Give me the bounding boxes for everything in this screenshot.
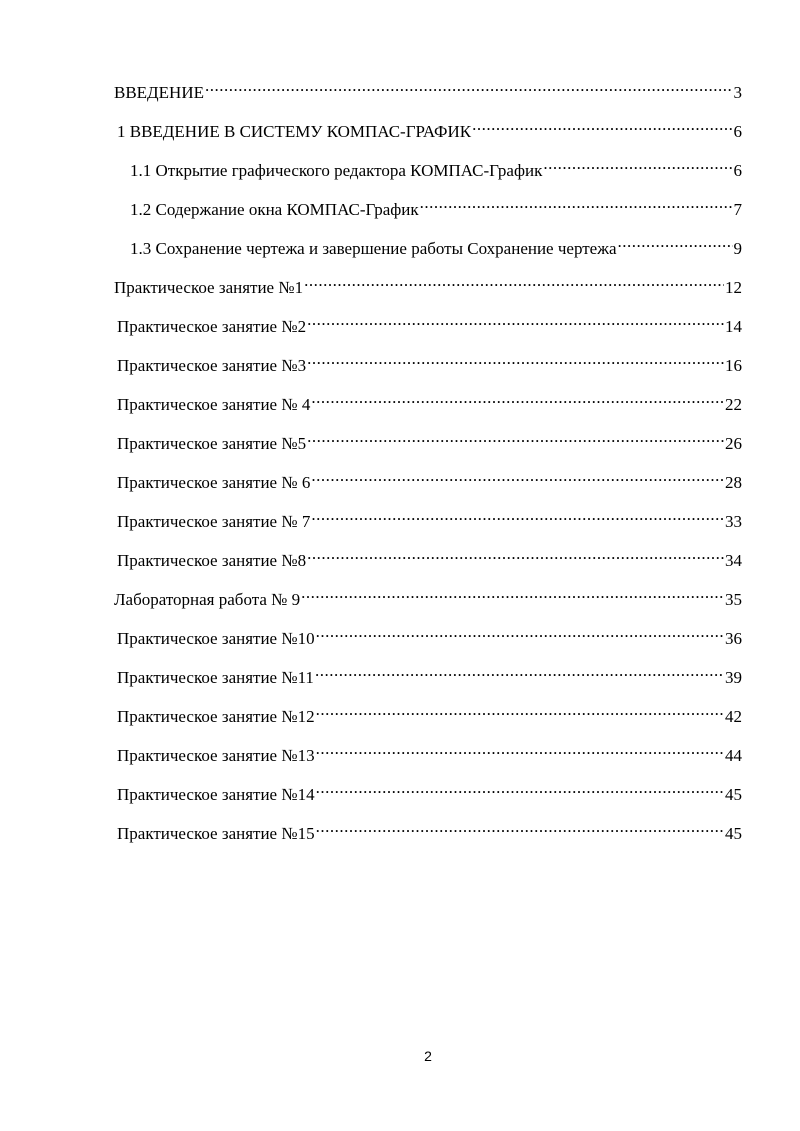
toc-entry[interactable] xyxy=(117,661,742,689)
toc-entry-title: Практическое занятие №14 xyxy=(117,785,315,804)
toc-dot-leader xyxy=(618,232,733,254)
toc-entry-page: 6 xyxy=(733,161,742,180)
toc-dot-leader xyxy=(316,622,724,644)
toc-entry-title: Практическое занятие №2 xyxy=(117,317,307,336)
toc-dot-leader xyxy=(420,193,733,215)
toc-dot-leader xyxy=(316,817,724,839)
toc-entry[interactable] xyxy=(117,778,742,806)
toc-entry-page: 45 xyxy=(725,824,742,843)
toc-entry-page: 14 xyxy=(725,317,742,336)
toc-entry-title: Практическое занятие №8 xyxy=(117,551,307,570)
toc-entry-page: 3 xyxy=(733,83,742,102)
toc-entry-page: 28 xyxy=(725,473,742,492)
toc-entry[interactable] xyxy=(117,622,742,650)
toc-dot-leader xyxy=(311,505,724,527)
toc-entry-page: 35 xyxy=(725,590,742,609)
toc-dot-leader xyxy=(316,700,724,722)
toc-dot-leader xyxy=(307,310,724,332)
toc-entry-page: 33 xyxy=(725,512,742,531)
toc-dot-leader xyxy=(307,349,724,371)
toc-dot-leader xyxy=(316,739,724,761)
toc-entry-title: Практическое занятие № 7 xyxy=(117,512,311,531)
toc-entry-title: Лабораторная работа № 9 xyxy=(114,590,301,609)
toc-entry-title: Практическое занятие №3 xyxy=(117,356,307,375)
page-number: 2 xyxy=(424,1048,432,1064)
toc-entry[interactable] xyxy=(117,427,742,455)
toc-entry-title: Практическое занятие №15 xyxy=(117,824,315,843)
toc-dot-leader xyxy=(311,466,724,488)
toc-entry-page: 9 xyxy=(733,239,742,258)
toc-entry[interactable] xyxy=(117,700,742,728)
toc-entry[interactable] xyxy=(117,349,742,377)
toc-entry-title: ВВЕДЕНИЕ xyxy=(114,83,204,102)
toc-entry-page: 36 xyxy=(725,629,742,648)
toc-entry[interactable] xyxy=(114,271,742,299)
toc-dot-leader xyxy=(311,388,724,410)
toc-entry-title: Практическое занятие №11 xyxy=(117,668,314,687)
toc-entry-page: 45 xyxy=(725,785,742,804)
toc-entry[interactable] xyxy=(117,466,742,494)
toc-entry-title: Практическое занятие №5 xyxy=(117,434,307,453)
toc-entry-page: 7 xyxy=(733,200,742,219)
toc-entry-title: Практическое занятие № 6 xyxy=(117,473,311,492)
toc-entry-title: 1 ВВЕДЕНИЕ В СИСТЕМУ КОМПАС-ГРАФИК xyxy=(117,122,472,141)
toc-dot-leader xyxy=(307,427,724,449)
toc-entry-title: Практическое занятие №1 xyxy=(114,278,304,297)
toc-entry-page: 42 xyxy=(725,707,742,726)
toc-entry[interactable] xyxy=(117,544,742,572)
toc-entry-page: 6 xyxy=(733,122,742,141)
toc-entry[interactable] xyxy=(130,154,742,182)
toc-entry[interactable] xyxy=(117,817,742,845)
toc-dot-leader xyxy=(543,154,732,176)
toc-entry-title: Практическое занятие №10 xyxy=(117,629,315,648)
toc-entry[interactable] xyxy=(117,388,742,416)
toc-entry-page: 44 xyxy=(725,746,742,765)
toc-dot-leader xyxy=(307,544,724,566)
toc-dot-leader xyxy=(304,271,724,293)
toc-entry[interactable] xyxy=(117,739,742,767)
toc-entry[interactable] xyxy=(130,193,742,221)
toc-entry[interactable] xyxy=(114,583,742,611)
toc-entry-title: Практическое занятие № 4 xyxy=(117,395,311,414)
toc-entry-title: 1.1 Открытие графического редактора КОМПАС-График xyxy=(130,161,543,180)
toc-entry[interactable] xyxy=(130,232,742,260)
toc-entry-title: 1.2 Содержание окна КОМПАС-График xyxy=(130,200,419,219)
toc-entry-title: Практическое занятие №12 xyxy=(117,707,315,726)
toc-dot-leader xyxy=(315,661,724,683)
toc-dot-leader xyxy=(316,778,724,800)
toc-entry-page: 26 xyxy=(725,434,742,453)
toc-entry-title: Практическое занятие №13 xyxy=(117,746,315,765)
toc-dot-leader xyxy=(472,115,732,137)
toc-entry-page: 22 xyxy=(725,395,742,414)
toc-entry[interactable] xyxy=(114,76,742,104)
toc-entry-page: 39 xyxy=(725,668,742,687)
toc-entry-page: 16 xyxy=(725,356,742,375)
toc-entry-page: 34 xyxy=(725,551,742,570)
toc-entry[interactable] xyxy=(117,115,742,143)
toc-dot-leader xyxy=(205,76,733,98)
toc-dot-leader xyxy=(301,583,724,605)
toc-entry[interactable] xyxy=(117,310,742,338)
toc-entry[interactable] xyxy=(117,505,742,533)
toc-entry-page: 12 xyxy=(725,278,742,297)
toc-entry-title: 1.3 Сохранение чертежа и завершение работы Сохранение чертежа xyxy=(130,239,617,258)
